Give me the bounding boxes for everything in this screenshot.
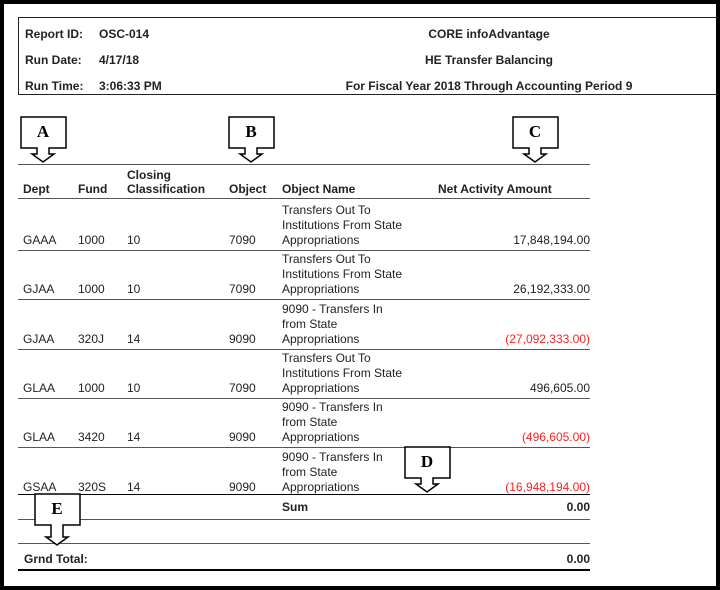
cell-object: 9090: [229, 479, 256, 494]
divider: [18, 494, 590, 495]
cell-object-name: Appropriations: [282, 282, 360, 297]
callout-a: [20, 116, 68, 167]
col-object: Object: [229, 182, 267, 196]
value: OSC-014: [99, 27, 150, 41]
cell-object-name: 9090 - Transfers In: [282, 449, 383, 464]
cell-dept: GJAA: [23, 282, 55, 297]
cell-fund: 1000: [78, 282, 105, 297]
cell-dept: GJAA: [23, 331, 55, 346]
callout-d: [404, 446, 452, 497]
cell-object: 9090: [229, 430, 256, 445]
cell-object-name: 9090 - Transfers In: [282, 400, 383, 415]
cell-class: 14: [127, 331, 141, 346]
cell-fund: 1000: [78, 233, 105, 247]
cell-fund: 3420: [78, 430, 105, 445]
cell-amount: 26,192,333.00: [513, 282, 590, 297]
cell-class: 14: [127, 430, 141, 445]
callout-b: [228, 116, 276, 167]
cell-fund: 320S: [78, 479, 107, 494]
cell-class: 14: [127, 479, 141, 494]
label: Run Date:: [25, 53, 82, 67]
cell-amount: 496,605.00: [529, 380, 590, 395]
cell-object-name: Appropriations: [282, 479, 360, 494]
cell-amount: (496,605.00): [521, 430, 590, 445]
col-object-name: Object Name: [282, 182, 356, 196]
cell-object-name: Institutions From State: [282, 365, 403, 380]
divider: [18, 519, 590, 520]
cell-object: 7090: [229, 233, 256, 247]
cell-object-name: Transfers Out To: [282, 252, 371, 267]
divider: [18, 299, 590, 300]
sum-value: 0.00: [566, 500, 590, 514]
divider: [18, 569, 590, 571]
value: 4/17/18: [99, 53, 140, 67]
cell-class: 10: [127, 233, 141, 247]
cell-object: 7090: [229, 282, 256, 297]
cell-object-name: Transfers Out To: [282, 203, 371, 217]
cell-amount: 17,848,194.00: [513, 233, 590, 247]
cell-dept: GLAA: [23, 430, 56, 445]
cell-dept: GAAA: [23, 233, 57, 247]
cell-fund: 320J: [78, 331, 105, 346]
cell-dept: GLAA: [23, 380, 56, 395]
cell-object-name: Appropriations: [282, 331, 360, 346]
grand-total-value: 0.00: [566, 552, 590, 566]
cell-object-name: Appropriations: [282, 430, 360, 445]
callout-label: B: [245, 122, 257, 141]
sum-label: Sum: [282, 500, 309, 514]
report-period: For Fiscal Year 2018 Through Accounting Period 9: [345, 79, 633, 93]
cell-amount: (27,092,333.00): [505, 331, 590, 346]
cell-object-name: Transfers Out To: [282, 350, 371, 365]
col-amount: Net Activity Amount: [438, 182, 552, 196]
divider: [18, 164, 590, 165]
cell-object-name: Institutions From State: [282, 267, 403, 282]
callout-c: [512, 116, 560, 167]
cell-object: 7090: [229, 380, 256, 395]
report-title: HE Transfer Balancing: [424, 53, 554, 67]
label: Run Time:: [25, 79, 84, 93]
report-id: [25, 27, 149, 41]
label: Report ID:: [25, 27, 83, 41]
divider: [18, 447, 590, 448]
run-date: [25, 53, 139, 67]
col-fund: Fund: [78, 182, 108, 196]
callout-e: [34, 493, 82, 550]
cell-object-name: from State: [282, 415, 338, 430]
value: 3:06:33 PM: [99, 79, 162, 93]
cell-object-name: Appropriations: [282, 380, 360, 395]
label: Classification: [127, 182, 206, 196]
cell-object-name: from State: [282, 464, 338, 479]
cell-class: 10: [127, 282, 141, 297]
label: Closing: [127, 168, 171, 182]
callout-label: A: [36, 122, 50, 141]
cell-object-name: 9090 - Transfers In: [282, 301, 383, 316]
grand-total-label: Grnd Total:: [24, 552, 88, 566]
cell-class: 10: [127, 380, 141, 395]
divider: [18, 198, 590, 199]
divider: [18, 398, 590, 399]
cell-amount: (16,948,194.00): [505, 479, 590, 494]
run-time: [25, 79, 162, 93]
callout-label: D: [420, 452, 434, 471]
app-name: CORE infoAdvantage: [428, 27, 550, 41]
cell-object-name: from State: [282, 316, 338, 331]
cell-object: 9090: [229, 331, 256, 346]
cell-object-name: Appropriations: [282, 233, 360, 247]
cell-fund: 1000: [78, 380, 105, 395]
divider: [18, 349, 590, 350]
col-dept: Dept: [23, 182, 50, 196]
report-header: [18, 17, 718, 95]
callout-label: C: [528, 122, 542, 141]
cell-dept: GSAA: [23, 479, 57, 494]
callout-label: E: [51, 499, 63, 518]
divider: [18, 250, 590, 251]
col-closing: [127, 168, 205, 196]
report-page: [4, 4, 716, 586]
cell-object-name: Institutions From State: [282, 218, 403, 232]
divider: [18, 543, 590, 544]
